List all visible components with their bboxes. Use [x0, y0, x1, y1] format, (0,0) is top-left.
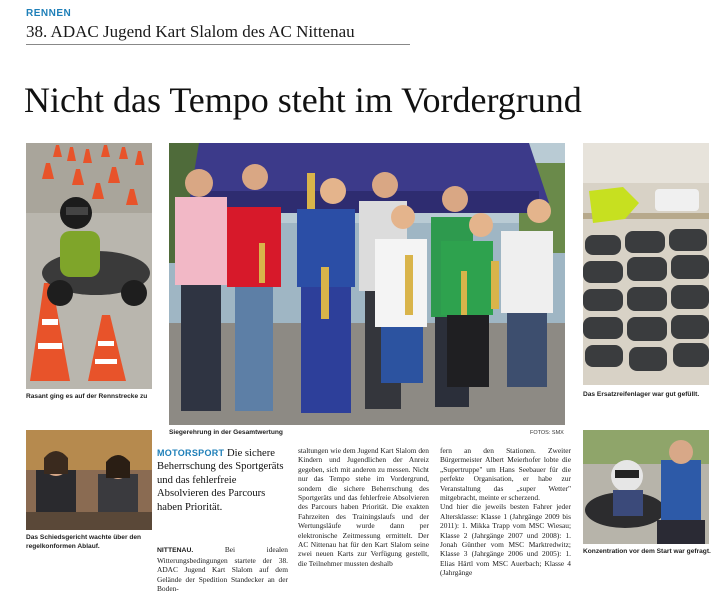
header-rule [26, 44, 410, 45]
photo-race-track [26, 143, 152, 389]
section-label: RENNEN [26, 8, 72, 19]
caption-jury: Das Schiedsgericht wachte über den regelkonformen Ablauf. [26, 534, 142, 550]
teaser-text: Die sichere Beherrschung des Sportgeräts und das fehlerfreie Absolvieren des Parcours haben Priorität. [157, 448, 284, 513]
article-headline: Nicht das Tempo steht im Vordergrund [24, 80, 582, 120]
caption-award-ceremony: Siegerehrung in der Gesamtwertung [169, 429, 283, 436]
column-1-text: Bei idealen Witterungsbedingungen startete der 38. ADAC Jugend Kart Slalom auf dem Gelände der Spedition Standecker an der Boden- [157, 545, 288, 593]
article-column-3: fern an den Stationen. Zweiter Bürgermeister Albert Meierhofer lobte die „Supertruppe" um Hans Seebauer für die perfekte Organisation, er habe zur Veranstaltung das „super Wetter" mitgebracht, meinte er scherzend. Und hier die jeweils besten Fahrer jeder Altersklasse: Klasse 1 (Jahrgänge 2009 bis 2011): 1. Mikka Trapp vom MSC Wiesau; Klasse 2 (Jahrgänge 2007 und 2008): 1. Jonah Günther vom MSC Marktredwitz; Klasse 3 (Jahrgänge 2006 und 2005): 1. Elias Härtl vom MSC Auerbach; Klasse 4 (Jahrgänge [440, 446, 571, 578]
photo-tire-storage [583, 143, 709, 385]
article-column-1 [157, 536, 288, 593]
caption-driver-start: Konzentration vor dem Start war gefragt. [583, 548, 711, 555]
article-column-2: staltungen wie dem Jugend Kart Slalom den Kindern und Jugendlichen der Anreiz gegeben, sich mit anderen zu messen. Nicht nur das Tempo stehe im Vordergrund, sondern die sichere Beherrschung des Sportgeräts und das fehlerfreie Absolvieren des Parcours haben Priorität. Die exakten Fahrzeiten des Trainingslaufs und der Wertungsläufe wurde dann per elektronische Zeitmessung ermittelt. Der AC Nittenau hat für den Kart Slalom seine zwei neuen Karts zur Verfügung gestellt, die Teilnehmer mussten deshalb [298, 446, 429, 568]
caption-race-track: Rasant ging es auf der Rennstrecke zu [26, 393, 148, 400]
dateline: NITTENAU. [157, 547, 194, 555]
article-teaser [157, 447, 288, 514]
photo-driver-start [583, 430, 709, 544]
caption-tire-storage: Das Ersatzreifenlager war gut gefüllt. [583, 391, 700, 398]
teaser-keyword: MOTORSPORT [157, 448, 225, 458]
article-subtitle: 38. ADAC Jugend Kart Slalom des AC Nittenau [26, 22, 355, 41]
photo-jury [26, 430, 152, 530]
photo-credit: FOTOS: SMX [530, 430, 564, 436]
photo-award-ceremony [169, 143, 565, 425]
